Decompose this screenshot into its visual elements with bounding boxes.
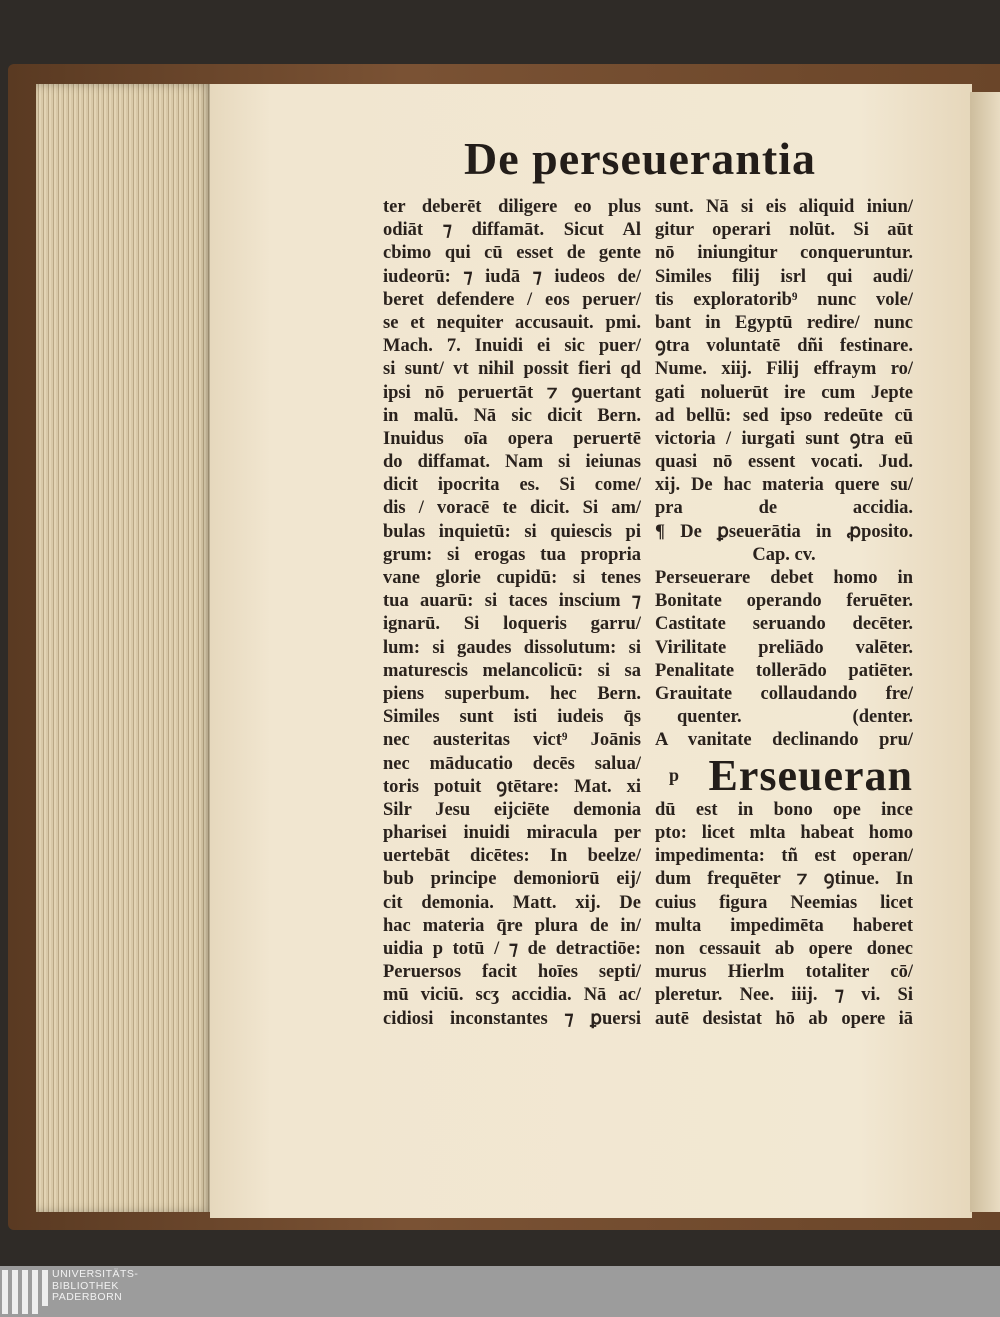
text-line: pharisei inuidi miracula per (383, 823, 641, 844)
text-line: hac materia q̄re plura de in/ (383, 915, 641, 936)
library-logo-icon (2, 1270, 48, 1314)
verse-line: Grauitate collaudando fre/ (655, 683, 913, 704)
text-line: lum: si gaudes dissolutum: si (383, 637, 641, 658)
text-line: Mach. 7. Inuidi ei sic puer/ (383, 336, 641, 357)
initial-word: Erseueran (708, 751, 913, 801)
text-line: dum frequēter ⁊ ꝯtinue. In (655, 869, 913, 890)
text-line: maturescis melancolicū: si sa (383, 660, 641, 681)
text-line: pra de accidia. (655, 498, 913, 519)
text-line: ipsi nō peruertāt ⁊ ꝯuertant (383, 382, 641, 403)
left-column (383, 196, 641, 1031)
text-line: se et nequiter accusauit. pmi. (383, 312, 641, 333)
text-line: ad bellū: sed ipso redeūte cū (655, 405, 913, 426)
logo-line: BIBLIOTHEK (52, 1279, 119, 1292)
text-line: Similes sunt isti iudeis q̄s (383, 707, 641, 728)
text-line: piens superbum. hec Bern. (383, 683, 641, 704)
text-line: bant in Egyptū redire/ nunc (655, 312, 913, 333)
text-line: nō iniungitur conqueruntur. (655, 243, 913, 264)
text-line: in malū. Nā sic dicit Bern. (383, 405, 641, 426)
verse-line: Castitate seruando decēter. (655, 614, 913, 635)
text-line: dū est in bono ope ince (655, 799, 913, 820)
page-edges (36, 84, 212, 1212)
text-line: uertebāt dicētes: In beelze/ (383, 846, 641, 867)
text-line: Nume. xiij. Filij effraym ro/ (655, 359, 913, 380)
text-line: odiāt ⁊ diffamāt. Sicut Al (383, 220, 641, 241)
text-line: do diffamat. Nam si ieiunas (383, 452, 641, 473)
text-line: quasi nō essent vocati. Jud. (655, 452, 913, 473)
text-line: bulas inquietū: si quiescis pi (383, 521, 641, 542)
text-line: Silr Jesu eijciēte demonia (383, 799, 641, 820)
logo-line: UNIVERSITÄTS- (52, 1268, 139, 1280)
running-title: De perseuerantia (464, 133, 816, 184)
text-line: tis exploratorib⁹ nunc vole/ (655, 289, 913, 310)
text-line: ¶ De ꝑseuerātia in ꝓposito. (655, 521, 913, 542)
text-line: Peruersos facit hoīes septi/ (383, 962, 641, 983)
verse-line: Bonitate operando feruēter. (655, 591, 913, 612)
text-line: gitur operari nolūt. Si aūt (655, 220, 913, 241)
text-line: sunt. Nā si eis aliquid iniun/ (655, 197, 913, 217)
logo-line: PADERBORN (52, 1291, 123, 1303)
verse-line: A vanitate declinando pru/ (655, 730, 913, 751)
library-footer (0, 1266, 1000, 1317)
text-line: nec māducatio decēs salua/ (383, 753, 641, 774)
text-line: multa impedimēta haberet (655, 915, 913, 936)
initial-word-line (655, 753, 913, 799)
text-line: dicit ipocrita es. Si come/ (383, 475, 641, 496)
text-line: murus Hierlm totaliter cō/ (655, 962, 913, 983)
text-line: ꝯtra voluntatē dñi festinare. (655, 336, 913, 357)
verse-split-left: quenter. (677, 707, 742, 728)
text-line: mū viciū. scʒ accidia. Nā ac/ (383, 985, 641, 1006)
facing-page-edge (970, 92, 1000, 1212)
text-line: toris potuit ꝯtētare: Mat. xi (383, 776, 641, 797)
text-line: dis / voracē te dicit. Si am/ (383, 498, 641, 519)
text-line: cidiosi inconstantes ⁊ ꝑuersi (383, 1008, 641, 1029)
text-line: si sunt/ vt nihil possit fieri qd (383, 359, 641, 380)
text-line: cuius figura Neemias licet (655, 892, 913, 913)
text-line: beret defendere / eos peruer/ (383, 289, 641, 310)
text-line: bub principe demoniorū eij/ (383, 869, 641, 890)
text-line: pleretur. Nee. iiij. ⁊ vi. Si (655, 985, 913, 1006)
verse-split-line (655, 706, 913, 729)
text-line: vane glorie cupidū: si tenes (383, 568, 641, 588)
text-line: grum: si erogas tua propria (383, 544, 641, 565)
text-line: cit demonia. Matt. xij. De (383, 892, 641, 913)
text-line: iudeorū: ⁊ iudā ⁊ iudeos de/ (383, 266, 641, 287)
text-line: cbimo qui cū esset de gente (383, 243, 641, 264)
verse-line: Virilitate preliādo valēter. (655, 637, 913, 658)
text-line: impedimenta: tñ est operan/ (655, 846, 913, 867)
verse-line: Perseuerare debet homo in (655, 568, 913, 588)
text-line: non cessauit ab opere donec (655, 939, 913, 960)
text-line: nec austeritas vict⁹ Joānis (383, 730, 641, 751)
text-line: ter deberēt diligere eo plus (383, 197, 641, 217)
text-line: Similes filij isrl qui audi/ (655, 266, 913, 287)
verse-line: Penalitate tollerādo patiēter. (655, 660, 913, 681)
text-line: xij. De hac materia quere su/ (655, 475, 913, 496)
chapter-heading: Cap. cv. (752, 544, 816, 565)
text-line: ignarū. Si loqueris garru/ (383, 614, 641, 635)
text-line: uidia p totū / ⁊ de detractiōe: (383, 939, 641, 959)
text-line: victoria / iurgati sunt ꝯtra eū (655, 428, 913, 449)
text-line: tua auarū: si taces inscium ⁊ (383, 591, 641, 612)
verse-split-right: (denter. (852, 707, 913, 728)
guide-letter: p (669, 765, 680, 786)
text-line: autē desistat hō ab opere iā (655, 1008, 913, 1029)
right-column (655, 196, 913, 1031)
text-line: gati noluerūt ire cum Jepte (655, 382, 913, 403)
library-logo-text (52, 1269, 138, 1304)
text-line: Inuidus oīa opera peruertē (383, 428, 641, 449)
text-line: pto: licet mlta habeat homo (655, 823, 913, 844)
